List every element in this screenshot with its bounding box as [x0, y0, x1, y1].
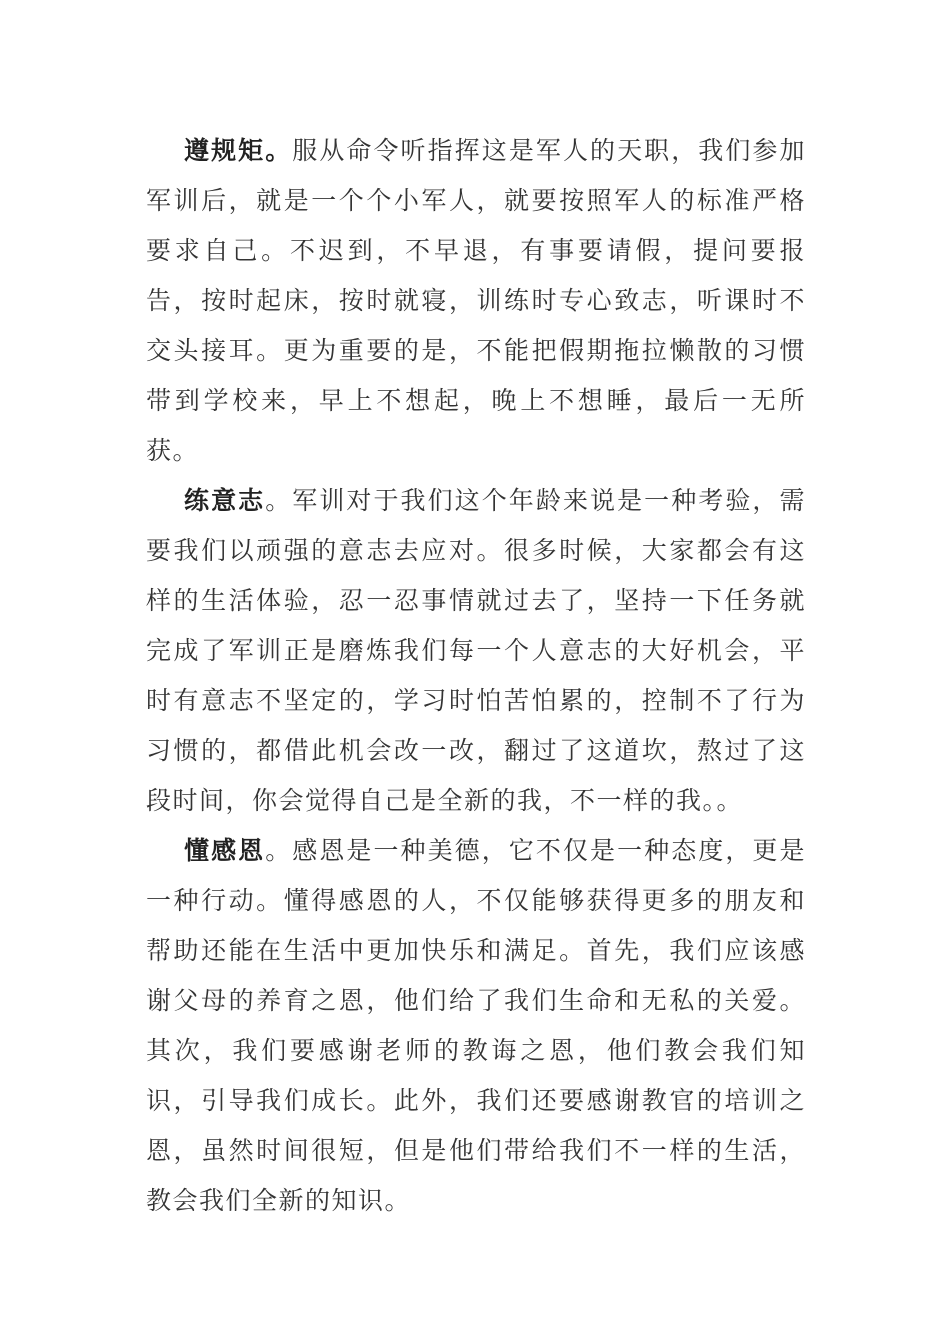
paragraph-heading: 遵规矩。 [184, 136, 293, 165]
paragraph-gratitude [146, 826, 806, 1226]
paragraph-build-willpower [146, 476, 806, 826]
paragraph-follow-rules [146, 126, 806, 476]
paragraph-text: 。军训对于我们这个年龄来说是一种考验，需要我们以顽强的意志去应对。很多时候，大家都会有这样的生活体验，忍一忍事情就过去了，坚持一下任务就完成了军训正是磨炼我们每一个人意志的大好机会，平时有意志不坚定的，学习时怕苦怕累的，控制不了行为习惯的，都借此机会改一改，翻过了这道坎，熬过了这段时间，你会觉得自己是全新的我，不一样的我。。 [146, 486, 806, 815]
document-body [146, 126, 806, 1226]
paragraph-text: 服从命令听指挥这是军人的天职，我们参加军训后，就是一个个小军人，就要按照军人的标准严格要求自己。不迟到，不早退，有事要请假，提问要报告，按时起床，按时就寝，训练时专心致志，听课时不交头接耳。更为重要的是，不能把假期拖拉懒散的习惯带到学校来，早上不想起，晚上不想睡，最后一无所获。 [146, 136, 806, 465]
paragraph-heading: 懂感恩 [184, 836, 266, 865]
paragraph-text: 。感恩是一种美德，它不仅是一种态度，更是一种行动。懂得感恩的人，不仅能够获得更多的朋友和帮助还能在生活中更加快乐和满足。首先，我们应该感谢父母的养育之恩，他们给了我们生命和无私的关爱。其次，我们要感谢老师的教诲之恩，他们教会我们知识，引导我们成长。此外，我们还要感谢教官的培训之恩，虽然时间很短，但是他们带给我们不一样的生活，教会我们全新的知识。 [146, 836, 806, 1215]
paragraph-heading: 练意志 [184, 486, 266, 515]
